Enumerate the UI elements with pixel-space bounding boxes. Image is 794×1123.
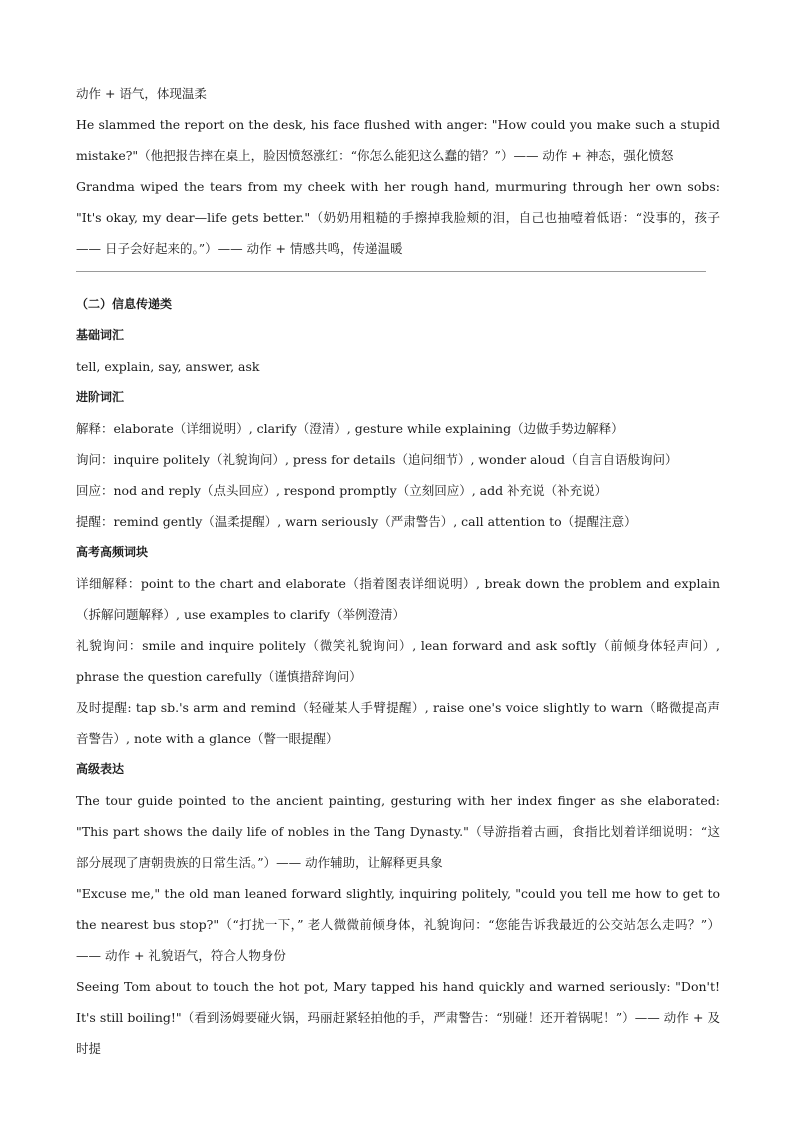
chunk-item: 及时提醒: tap sb.'s arm and remind（轻碰某人手臂提醒）, raise one's voice slightly to warn（略微提高声音警告）, note with a glance（瞥一眼提醒）	[76, 700, 720, 746]
chunk-item: 详细解释：point to the chart and elaborate（指着图表详细说明）, break down the problem and explain（拆解问题解释）, use examples to clarify（举例澄清）	[76, 576, 720, 622]
basic-heading: 基础词汇	[76, 328, 125, 342]
expression-item: "Excuse me," the old man leaned forward slightly, inquiring politely, "could you tell me how to get to the nearest bus stop?"（“打扰一下，” 老人微微前倾身体，礼貌询问：“您能告诉我最近的公交站怎么走吗？”）—— 动作 + 礼貌语气，符合人物身份	[76, 886, 720, 963]
advanced-item: 解释：elaborate（详细说明）, clarify（澄清）, gesture while explaining（边做手势边解释）	[76, 421, 624, 436]
expression-heading: 高级表达	[76, 762, 125, 776]
basic-words: tell, explain, say, answer, ask	[76, 359, 260, 374]
expression-item: Seeing Tom about to touch the hot pot, Mary tapped his hand quickly and warned seriously: "Don't! It's still boiling!"（看到汤姆要碰火锅，玛丽赶紧轻拍他的手，严肃警告：“别碰！还开着锅呢！”）—— 动作 + 及时提	[76, 979, 720, 1056]
advanced-item: 提醒：remind gently（温柔提醒）, warn seriously（严肃警告）, call attention to（提醒注意）	[76, 514, 637, 529]
advanced-heading: 进阶词汇	[76, 390, 125, 404]
paragraph-summary: 动作 + 语气，体现温柔	[76, 86, 207, 101]
advanced-item: 询问：inquire politely（礼貌询问）, press for details（追问细节）, wonder aloud（自言自语般询问）	[76, 452, 678, 467]
document-body	[76, 78, 720, 1064]
advanced-item: 回应：nod and reply（点头回应）, respond promptly（立刻回应）, add 补充说（补充说）	[76, 483, 608, 498]
chunks-heading: 高考高频词块	[76, 545, 149, 559]
horizontal-divider	[76, 271, 706, 272]
expression-item: The tour guide pointed to the ancient painting, gesturing with her index finger as she elaborated: "This part shows the daily life of nobles in the Tang Dynasty."（导游指着古画，食指比划着详细说明：“这部分展现了唐朝贵族的日常生活。”）—— 动作辅助，让解释更具象	[76, 793, 720, 870]
chunk-item: 礼貌询问：smile and inquire politely（微笑礼貌询问）, lean forward and ask softly（前倾身体轻声问）, phrase the question carefully（谨慎措辞询问）	[76, 638, 720, 684]
example-grandma: Grandma wiped the tears from my cheek with her rough hand, murmuring through her own sobs: "It's okay, my dear—life gets better."（奶奶用粗糙的手擦掉我脸颊的泪，自己也抽噎着低语：“没事的，孩子 —— 日子会好起来的。”）—— 动作 + 情感共鸣，传递温暖	[76, 179, 720, 256]
section-title: （二）信息传递类	[76, 297, 173, 311]
example-anger: He slammed the report on the desk, his face flushed with anger: "How could you make such a stupid mistake?"（他把报告摔在桌上，脸因愤怒涨红：“你怎么能犯这么蠢的错？”）—— 动作 + 神态，强化愤怒	[76, 117, 720, 163]
